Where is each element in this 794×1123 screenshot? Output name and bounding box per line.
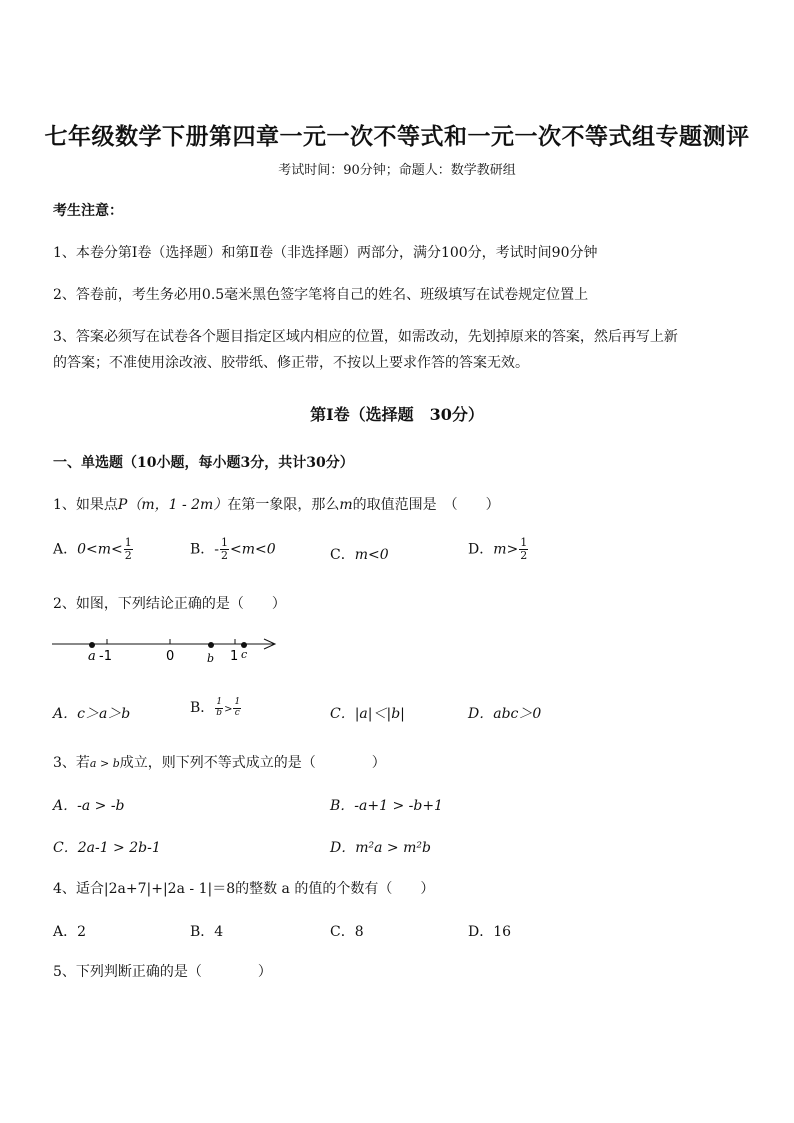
notice-item-1: 1、本卷分第Ⅰ卷（选择题）和第Ⅱ卷（非选择题）两部分，满分100分，考试时间90分钟 [53,245,598,261]
question-1-option-c[interactable]: C．m<0 [330,547,389,563]
point-b [208,642,214,648]
label-one: 1 [230,649,239,664]
question-1-option-a[interactable]: A．0<m< $\frac{1}{2}$ [53,536,132,563]
question-3-option-d[interactable]: D．m²a > m²b [330,840,431,856]
question-4-option-d[interactable]: D．16 [468,924,512,940]
page-title: 七年级数学下册第四章一元一次不等式和一元一次不等式组专题测评 [44,123,750,150]
notice-item-3-line-2: 的答案；不准使用涂改液、胶带纸、修正带，不按以上要求作答的答案无效。 [53,355,529,371]
number-line-figure [52,630,282,670]
question-4-option-c[interactable]: C．8 [330,924,364,940]
question-2-option-c[interactable]: C．|a|＜|b| [330,706,405,722]
question-2-option-d[interactable]: D．abc＞0 [468,706,542,722]
question-1-option-d[interactable]: D．m> $\frac{1}{2}$ [468,536,528,563]
notice-item-3-line-1: 3、答案必须写在试卷各个题目指定区域内相应的位置，如需改动，先划掉原来的答案，然后再写上新 [53,329,678,345]
notice-heading: 考生注意： [53,203,123,219]
question-2-option-b[interactable]: B． $\frac{1}{b}$ > $\frac{1}{c}$ [190,696,241,718]
label-minus-one: -1 [99,649,112,664]
label-c: c [241,648,248,661]
question-1-stem: 1、如果点P（m，1 - 2m）在第一象限，那么m的取值范围是 （ ） [53,497,500,513]
question-4-option-a[interactable]: A．2 [53,924,87,940]
part-heading: 一、单选题（10小题，每小题3分，共计30分） [53,455,354,471]
label-a: a [88,649,96,664]
exam-subtitle: 考试时间：90分钟；命题人：数学教研组 [278,163,516,178]
question-1-option-b[interactable]: B．- $\frac{1}{2}$ <m<0 [190,536,276,563]
point-a [89,642,95,648]
question-2-option-a[interactable]: A．c＞a＞b [53,706,131,722]
label-zero: 0 [166,649,175,664]
question-3-option-c[interactable]: C．2a-1 > 2b-1 [53,840,161,856]
section-heading: 第Ⅰ卷（选择题 30分） [310,405,484,424]
question-4-stem: 4、适合|2a+7|+|2a - 1|＝8的整数 a 的值的个数有（ ） [53,881,435,897]
question-4-option-b[interactable]: B．4 [190,924,224,940]
question-2-stem: 2、如图，下列结论正确的是（ ） [53,596,286,612]
question-3-stem: 3、若a > b成立，则下列不等式成立的是（ ） [53,755,386,771]
question-3-option-b[interactable]: B．-a+1 > -b+1 [330,798,443,814]
label-b: b [207,652,215,665]
notice-item-2: 2、答卷前，考生务必用0.5毫米黑色签字笔将自己的姓名、班级填写在试卷规定位置上 [53,287,589,303]
question-3-option-a[interactable]: A．-a > -b [53,798,125,814]
question-5-stem: 5、下列判断正确的是（ ） [53,964,272,980]
